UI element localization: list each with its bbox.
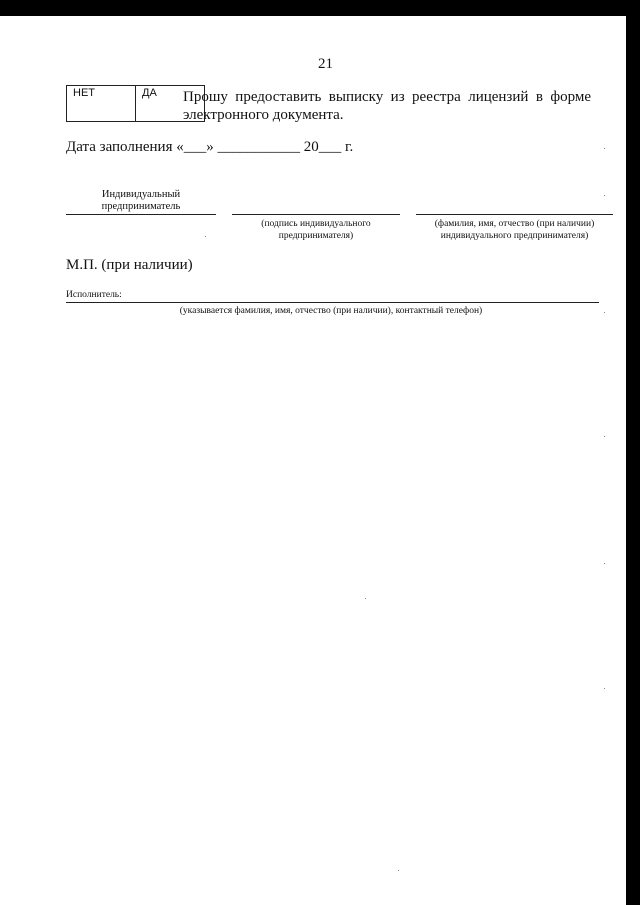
- scan-speck: [604, 436, 605, 437]
- scan-speck: [604, 312, 605, 313]
- scan-speck: [604, 148, 605, 149]
- scan-speck: [365, 598, 366, 599]
- scan-right-border: [626, 0, 640, 905]
- name-caption: (фамилия, имя, отчество (при наличии) индивидуального предпринимателя): [434, 219, 595, 241]
- entity-label: Индивидуальный предприниматель: [101, 189, 181, 212]
- executor-label: Исполнитель:: [66, 290, 122, 300]
- executor-caption: (указывается фамилия, имя, отчество (при наличии), контактный телефон): [179, 306, 483, 316]
- scan-speck: [398, 870, 399, 871]
- no-checkbox-cell[interactable]: НЕТ: [67, 86, 136, 122]
- entity-underline: [66, 214, 216, 215]
- yes-checkbox-cell[interactable]: ДА: [136, 86, 205, 122]
- fill-date-line: Дата заполнения «___» ___________ 20___ г.: [66, 139, 354, 155]
- request-text: Прошу предоставить выписку из реестра лицензий в форме электронного документа.: [183, 89, 591, 123]
- scan-speck: [205, 236, 206, 237]
- scan-speck: [604, 688, 605, 689]
- scan-speck: [604, 195, 605, 196]
- scan-top-border: [0, 0, 640, 16]
- signature-line[interactable]: [232, 214, 400, 215]
- stamp-placeholder: М.П. (при наличии): [66, 257, 193, 273]
- scan-speck: [604, 563, 605, 564]
- page-number: 21: [318, 56, 333, 72]
- signature-caption: (подпись индивидуального предпринимателя): [261, 219, 371, 241]
- executor-line[interactable]: [66, 302, 599, 303]
- name-line[interactable]: [416, 214, 613, 215]
